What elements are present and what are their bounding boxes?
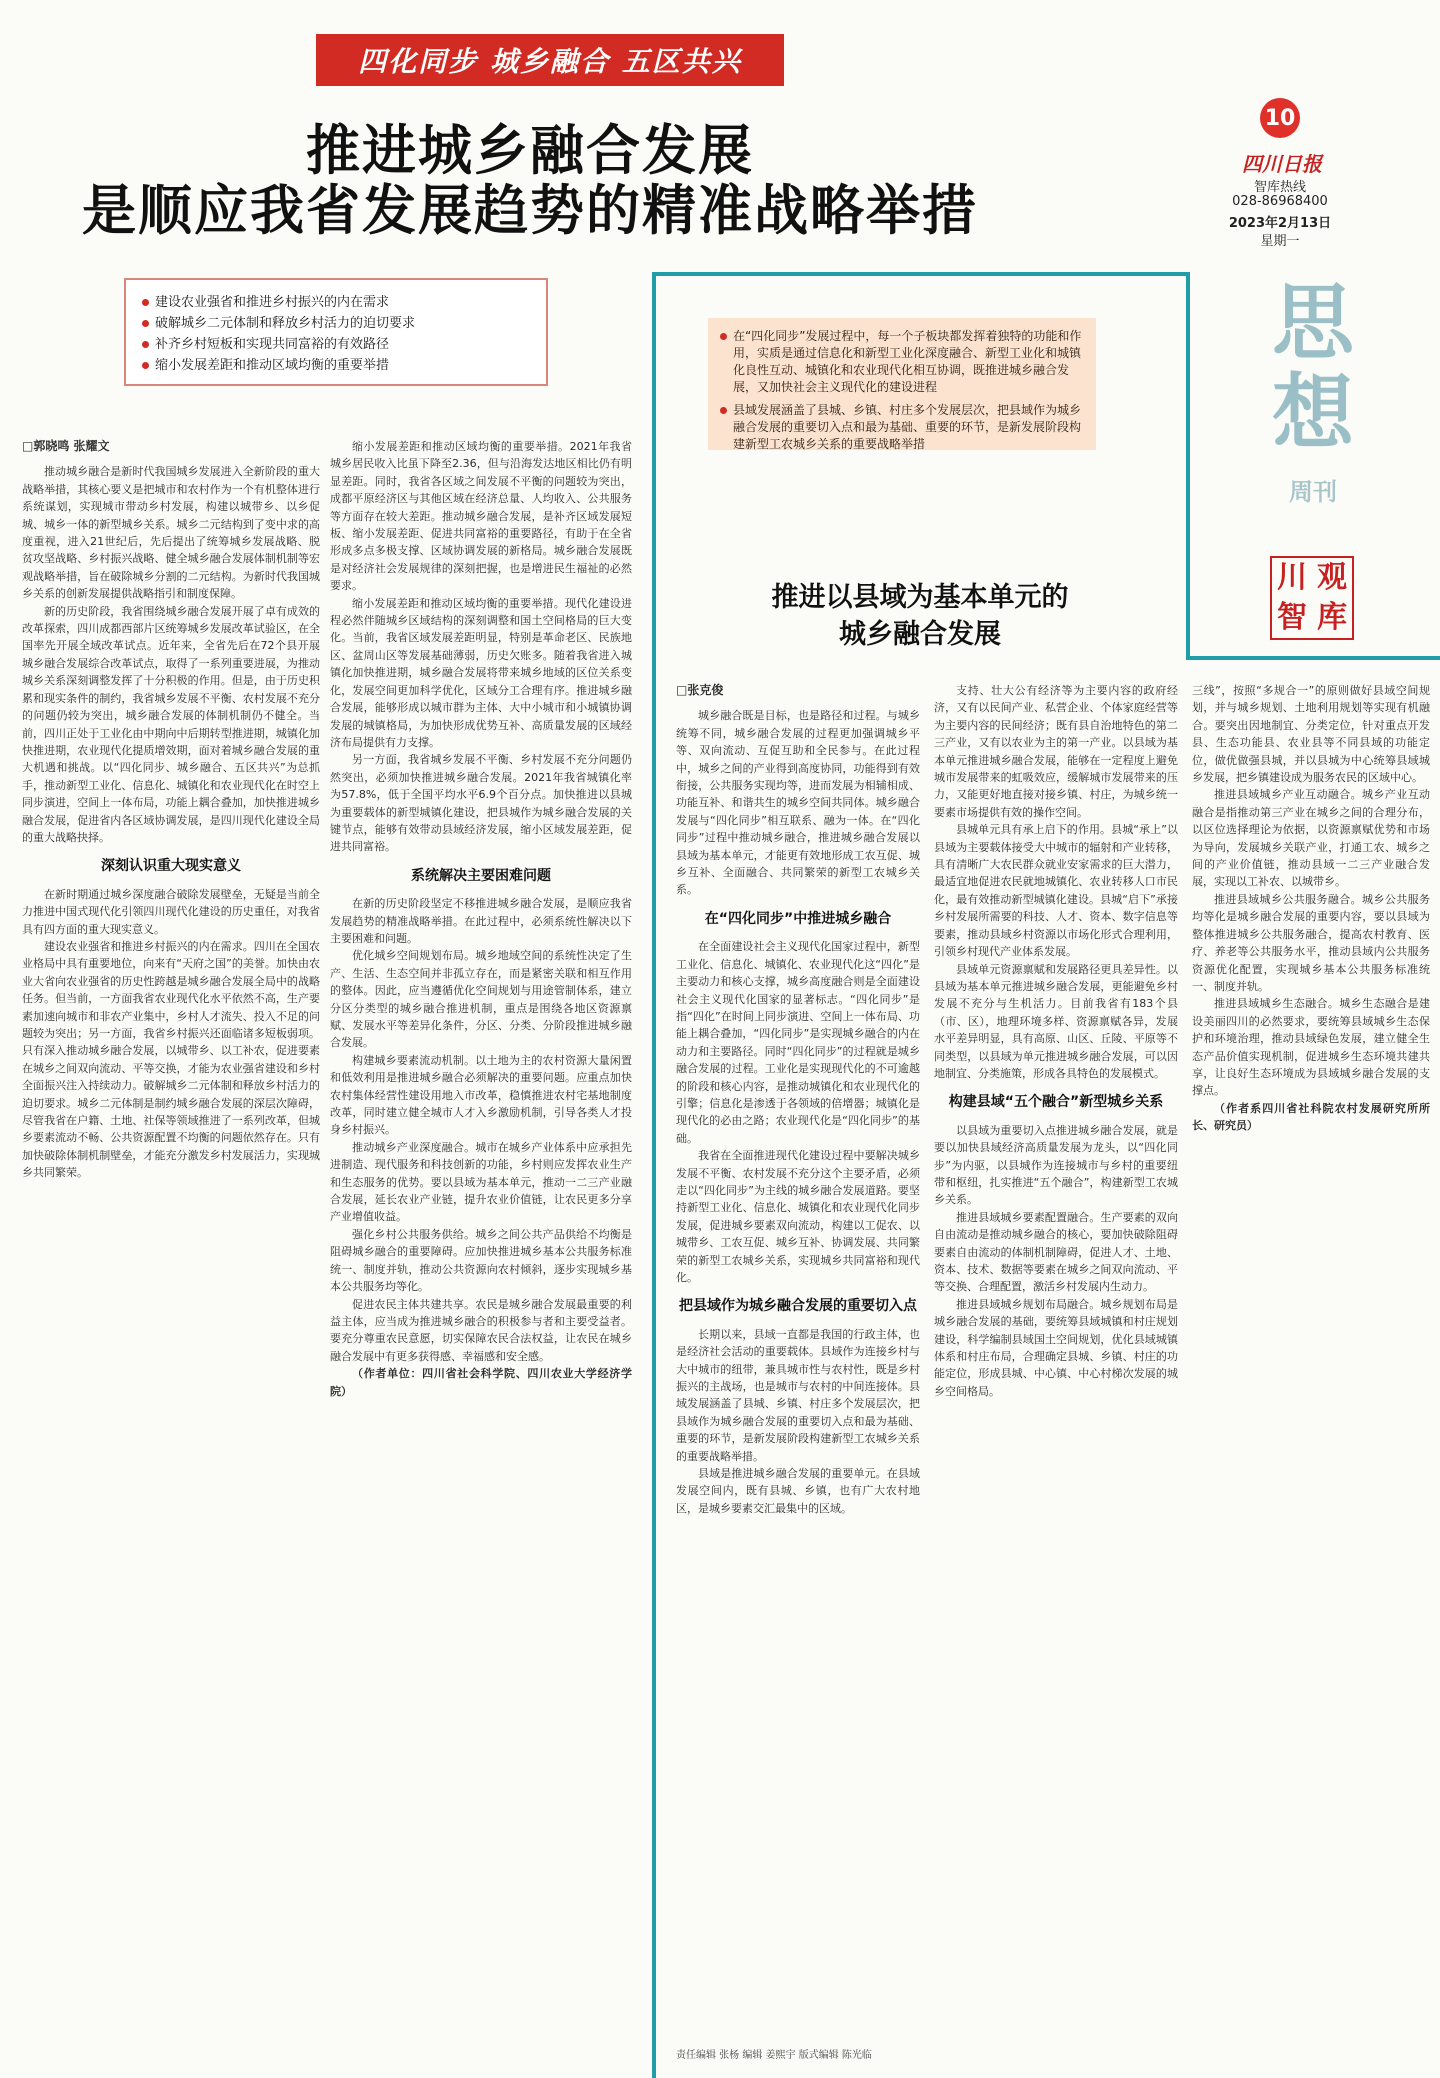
- summary-point: 补齐乡村短板和实现共同富裕的有效路径: [142, 334, 530, 355]
- paragraph: 支持、壮大公有经济等为主要内容的政府经济，又有以民间产业、私营企业、个体家庭经营等为主要内容的民间经济；既有县自治地特色的第二三产业，又有以农业为主的第一产业。以县域为基本单元推进城乡融合发展，能够在一定程度上避免城市发展带来的虹吸效应，缓解城市发展带来的压力，又能更好地直接对接乡镇、村庄，为城乡统一要素市场提供有效的操作空间。: [934, 684, 1178, 819]
- paragraph: 促进农民主体共建共享。农民是城乡融合发展最重要的利益主体，应当成为推进城乡融合的积极参与者和主要受益者。要充分尊重农民意愿，切实保障农民合法权益，让农民在城乡融合发展中有更多获得感、幸福感和安全感。: [330, 1297, 632, 1363]
- frame-border: [1186, 272, 1190, 660]
- right-subheading-2: 把县域作为城乡融合发展的重要切入点: [679, 1298, 917, 1315]
- paragraph: 以县域为重要切入点推进城乡融合发展，就是要以加快县域经济高质量发展为龙头，以“四化同步”为内驱，以县城作为连接城市与乡村的重要纽带和枢纽，扎实推进“五个融合”，构建新型工农城乡关系。: [934, 1123, 1178, 1207]
- headline-line-1: 推进城乡融合发展: [306, 118, 754, 182]
- bullet-icon: [720, 407, 727, 414]
- paragraph: 另一方面，我省城乡发展不平衡、乡村发展不充分问题仍然突出，必须加快推进城乡融合发展。2021年我省城镇化率为57.8%，低于全国平均水平6.9个百分点。加快推进以县城为重要载体的新型城镇化建设，把县城作为城乡融合发展的关键节点，能够有效带动县域经济发展，缩小区域发展差距，促进共同富裕。: [330, 753, 632, 854]
- paragraph: 缩小发展差距和推动区域均衡的重要举措。2021年我省城乡居民收入比虽下降至2.36，但与沿海发达地区相比仍有明显差距。同时，我省各区域之间发展不平衡的问题较为突出，成都平原经济区与其他区域在经济总量、人均收入、公共服务等方面存在较大差距。推动城乡融合发展，是补齐区域发展短板、缩小发展差距、促进共同富裕的重要路径，有助于在全省形成多点多极支撑、区域协调发展的新格局。城乡融合发展既是对经济社会发展规律的深刻把握，也是增进民生福祉的必然要求。: [330, 440, 632, 593]
- paragraph: 推进县域城乡规划布局融合。城乡规划布局是城乡融合发展的基础，要统筹县域城镇和村庄规划建设，科学编制县域国土空间规划，优化县域城镇体系和村庄布局，合理确定县城、乡镇、村庄的功能定位，形成县城、中心镇、中心村梯次发展的城乡空间格局。: [934, 1297, 1178, 1398]
- paragraph: 推动城乡产业深度融合。城市在城乡产业体系中应承担先进制造、现代服务和科技创新的功能，乡村则应发挥农业生产和生态服务的优势。要以县域为基本单元，推动一二三产业融合发展，延长农业产业链，提升农业价值链，让农民更多分享产业增值收益。: [330, 1140, 632, 1224]
- paragraph: 构建城乡要素流动机制。以土地为主的农村资源大量闲置和低效利用是推进城乡融合必须解决的重要问题。应重点加快农村集体经营性建设用地入市改革，稳慎推进农村宅基地制度改革，同时建立健全城市人才入乡激励机制，引导各类人才投身乡村振兴。: [330, 1053, 632, 1137]
- summary-box: [124, 278, 548, 386]
- paragraph: 新的历史阶段，我省围绕城乡融合发展开展了卓有成效的改革探索，四川成都西部片区统筹城乡发展改革试验区，在全国率先开展全域改革试点。近年来，全省先后在72个县开展城乡融合发展综合改革试点，取得了一系列重要进展，为推动城乡关系深刻调整发挥了十分积极的作用。但是，由于历史积累和现实条件的制约，我省城乡发展不平衡、农村发展不充分的问题仍较为突出，城乡融合发展的体制机制仍不健全。当前，四川正处于工业化由中期向中后期转型推进期，城镇化加快推进期，农业现代化提质增效期，面对着城乡融合发展的重大机遇和挑战。以“四化同步、城乡融合、五区共兴”为总抓手，推动新型工业化、信息化、城镇化和农业现代化在时空上同步演进，空间上一体布局，功能上耦合叠加，加快推进城乡融合发展，促进省内各区域协调发展，是四川现代化建设全局的重大战略抉择。: [22, 604, 320, 844]
- paragraph: 在新时期通过城乡深度融合破除发展壁垒，无疑是当前全力推进中国式现代化引领四川现代化建设的历史重任，对我省具有四方面的重大现实意义。: [22, 887, 320, 936]
- right-article-title-line-2: 城乡融合发展: [839, 619, 1001, 650]
- summary-point: 建设农业强省和推进乡村振兴的内在需求: [142, 292, 530, 313]
- right-article-byline: □张克俊: [676, 683, 724, 697]
- section-subtitle: 周刊: [1289, 478, 1337, 506]
- left-article-column-1: [22, 438, 320, 2068]
- headline-line-2: 是顺应我省发展趋势的精准战略举措: [82, 178, 978, 242]
- paragraph: 我省在全面推进现代化建设过程中要解决城乡发展不平衡、农村发展不充分这个主要矛盾，必须走以“四化同步”为主线的城乡融合发展道路。要坚持新型工业化、信息化、城镇化和农业现代化同步发展，促进城乡要素双向流动，构建以工促农、以城带乡、工农互促、城乡互补、协调发展、共同繁荣的新型工农城乡关系，实现城乡共同富裕和现代化。: [676, 1149, 920, 1284]
- paragraph: 推进县域城乡公共服务融合。城乡公共服务均等化是城乡融合发展的重要内容，要以县域为整体推进城乡公共服务融合，提高农村教育、医疗、养老等公共服务水平，推动县域内公共服务资源优化配置，实现城乡基本公共服务标准统一、制度并轨。: [1192, 892, 1430, 993]
- bullet-icon: [142, 341, 149, 348]
- paragraph: 推进县域城乡产业互动融合。城乡产业互动融合是指推动第三产业在城乡之间的合理分布，以区位选择理论为依据，以资源禀赋优势和市场为导向，发展城乡关联产业，打通工农、城乡之间的产业价值链，推动县域一二三产业融合发展，实现以工补农、以城带乡。: [1192, 788, 1430, 889]
- right-article-title-line-1: 推进以县域为基本单元的: [771, 582, 1069, 613]
- paragraph: 推动城乡融合是新时代我国城乡发展进入全新阶段的重大战略举措，其核心要义是把城市和农村作为一个有机整体进行系统谋划，实现城市带动乡村发展，构建以城带乡、以乡促城、城乡一体的新型城乡关系。城乡二元结构到了变中求的高度重视，进入21世纪后，先后提出了统筹城乡发展战略、脱贫攻坚战略、乡村振兴战略、健全城乡融合发展体制机制等宏观战略举措，旨在破除城乡分割的二元结构。为新时代我国城乡关系的创新发展提供战略指引和制度保障。: [22, 465, 320, 601]
- paragraph: 城乡融合既是目标，也是路径和过程。与城乡统筹不同，城乡融合发展的过程更加强调城乡平等、双向流动、互促互助和全民参与。在此过程中，城乡之间的产业得到高度协同，功能得到有效衔接，公共服务实现均等，进而发展为相辅相成、功能互补、和谐共生的城乡空间共同体。城乡融合发展与“四化同步”相互联系、融为一体。在“四化同步”过程中推动城乡融合，推进城乡融合发展以县域为基本单元，才能更有效地形成工农互促、城乡互补、全面融合、共同繁荣的新型工农城乡关系。: [676, 709, 920, 897]
- editor-credits: 责任编辑 张杨 编辑 姜熙宇 版式编辑 陈光临: [676, 2050, 872, 2061]
- think-tank-seal-icon: [1270, 556, 1354, 640]
- hotline-number: 028-86968400: [1232, 194, 1328, 209]
- seal-char: 智: [1277, 600, 1307, 635]
- right-article-credit: （作者系四川省社科院农村发展研究所所长、研究员）: [1192, 1101, 1430, 1133]
- paragraph: 在新的历史阶段坚定不移推进城乡融合发展，是顺应我省发展趋势的精准战略举措。在此过程中，必须系统性解决以下主要困难和问题。: [330, 897, 632, 945]
- left-subheading-1: 深刻认识重大现实意义: [101, 858, 241, 875]
- summary-point: 破解城乡二元体制和释放乡村活力的迫切要求: [142, 313, 530, 334]
- paragraph: 优化城乡空间规划布局。城乡地域空间的系统性决定了生产、生活、生态空间并非孤立存在，而是紧密关联和相互作用的整体。因此，应当遵循优化空间规划与用途管制体系，建立分区分类型的城乡融合推进机制，重点是围绕各地区资源禀赋、发展水平等差异化条件，分区、分类、分阶段推进城乡融合发展。: [330, 949, 632, 1050]
- left-subheading-2: 系统解决主要困难问题: [411, 867, 551, 884]
- section-title: 思想: [1271, 275, 1354, 461]
- paragraph: 缩小发展差距和推动区域均衡的重要举措。现代化建设进程必然伴随城乡区域结构的深刻调整和国土空间格局的巨大变化。当前，我省区域发展差距明显，特别是革命老区、民族地区、盆周山区等发展基础薄弱，历史欠账多。随着我省进入城镇化加快推进期，城乡融合发展将带来城乡地域的区位关系变化，发展空间更加科学优化，区域分工合理有序。推进城乡融合发展，能够形成以城市群为主体、大中小城市和小城镇协调发展的城镇格局，为加快形成优势互补、高质量发展的区域经济布局提供有力支撑。: [330, 596, 632, 749]
- paragraph: 县城单元具有承上启下的作用。县城“承上”以县域为主要载体接受大中城市的辐射和产业转移，具有清晰广大农民群众就业安家需求的巨大潜力，最适宜地促进农民就地城镇化、农业转移人口市民化，最有效推动新型城镇化建设。县城“启下”承接乡村发展所需要的科技、人才、资本、数字信息等要素，推动县域乡村资源以市场化形式合理利用，引领乡村现代产业体系发展。: [934, 823, 1178, 959]
- page-number-badge: 10: [1260, 98, 1300, 138]
- right-article-column-2: [934, 682, 1178, 2036]
- bullet-icon: [720, 333, 727, 340]
- right-subheading-1: 在“四化同步”中推进城乡融合: [704, 910, 892, 927]
- paragraph: 三线”，按照“多规合一”的原则做好县域空间规划，并与城乡规划、土地利用规划等实现有机融合。要突出因地制宜、分类定位，针对重点开发县、生态功能县、农业县等不同县域的功能定位，做优做强县城，并以县城为中心统筹县域城乡发展，把乡镇建设成为服务农民的区域中心。: [1192, 684, 1430, 785]
- guide-point: 在“四化同步”发展过程中，每一个子板块都发挥着独特的功能和作用，实质是通过信息化和新型工业化深度融合、新型工业化和城镇化良性互动、城镇化和农业现代化相互协调，既推进城乡融合发展，又加快社会主义现代化的建设进程: [720, 328, 1084, 396]
- seal-char: 川: [1277, 560, 1307, 595]
- issue-date: 2023年2月13日: [1228, 216, 1332, 231]
- frame-border: [652, 272, 656, 2078]
- guide-box: [708, 318, 1096, 450]
- guide-point: 县域发展涵盖了县城、乡镇、村庄多个发展层次，把县域作为城乡融合发展的重要切入点和最为基础、重要的环节，是新发展阶段构建新型工农城乡关系的重要战略举措: [720, 402, 1084, 453]
- right-article-column-3: [1192, 682, 1430, 2036]
- paragraph: 推进县域城乡要素配置融合。生产要素的双向自由流动是推动城乡融合的核心，要加快破除阻碍要素自由流动的体制机制障碍，促进人才、土地、资本、技术、数据等要素在城乡之间双向流动、平等交换、合理配置，激活乡村发展内生动力。: [934, 1210, 1178, 1294]
- paragraph: 推进县域城乡生态融合。城乡生态融合是建设美丽四川的必然要求，要统筹县域城乡生态保护和环境治理，推动县域绿色发展，建立健全生态产品价值实现机制，促进城乡生态环境共建共享，让良好生态环境成为县域城乡融合发展的支撑点。: [1192, 997, 1430, 1098]
- paragraph: 县域是推进城乡融合发展的重要单元。在县域发展空间内，既有县城、乡镇，也有广大农村地区，是城乡要素交汇最集中的区域。: [676, 1467, 920, 1515]
- seal-char: 库: [1317, 600, 1347, 635]
- left-article-column-2: [330, 438, 632, 2068]
- newspaper-logo: 四川日报: [1242, 152, 1322, 176]
- hotline-label: 智库热线: [1253, 180, 1306, 195]
- paragraph: 建设农业强省和推进乡村振兴的内在需求。四川在全国农业格局中具有重要地位，向来有“天府之国”的美誉。加快由农业大省向农业强省的历史性跨越是城乡融合发展全局中的战略任务。但当前，一方面我省农业现代化水平依然不高，生产要素加速向城市和非农产业集中，乡村人才流失、投入不足的问题较为突出；另一方面，我省乡村振兴还面临诸多短板弱项。只有深入推动城乡融合发展，以城带乡、以工补农，促进要素在城乡之间双向流动、平等交换，才能为农业强省建设和乡村全面振兴注入持续动力。破解城乡二元体制和释放乡村活力的迫切要求。城乡二元体制是制约城乡融合发展的深层次障碍，尽管我省在户籍、土地、社保等领域推进了一系列改革，但城乡要素流动不畅、公共资源配置不均衡的问题依然存在。只有加快破除体制机制壁垒，才能充分激发乡村发展活力，实现城乡共同繁荣。: [22, 939, 320, 1180]
- frame-border: [1186, 656, 1440, 660]
- paragraph: 强化乡村公共服务供给。城乡之间公共产品供给不均衡是阻碍城乡融合的重要障碍。应加快推进城乡基本公共服务标准统一、制度并轨，推动公共资源向农村倾斜，逐步实现城乡基本公共服务均等化。: [330, 1227, 632, 1294]
- bullet-icon: [142, 299, 149, 306]
- right-article-column-1: [676, 682, 920, 2036]
- right-subheading-3: 构建县域“五个融合”新型城乡关系: [948, 1094, 1164, 1111]
- left-article-byline: □郭晓鸣 张耀文: [22, 439, 110, 453]
- paragraph: 长期以来，县域一直都是我国的行政主体，也是经济社会活动的重要载体。县域作为连接乡村与大中城市的纽带，兼具城市性与农村性，既是乡村振兴的主战场，也是城市与农村的中间连接体。县域发展涵盖了县城、乡镇、村庄多个发展层次，把县域作为城乡融合发展的重要切入点和最为基础、重要的环节，是新发展阶段构建新型工农城乡关系的重要战略举措。: [676, 1327, 920, 1463]
- bullet-icon: [142, 362, 149, 369]
- paragraph: 县域单元资源禀赋和发展路径更具差异性。以县域为基本单元推进城乡融合发展，更能避免乡村发展不充分与生机活力。目前我省有183个县（市、区），地理环境多样、资源禀赋各异，发展水平差异明显，具有高原、山区、丘陵、平原等不同类型，以县域为单元推进城乡融合发展，可以因地制宜、分类施策，形成各具特色的发展模式。: [934, 962, 1178, 1080]
- seal-char: 观: [1317, 560, 1347, 595]
- issue-weekday: 星期一: [1260, 234, 1300, 249]
- section-banner: 四化同步 城乡融合 五区共兴: [316, 34, 784, 86]
- paragraph: 在全面建设社会主义现代化国家过程中，新型工业化、信息化、城镇化、农业现代化这“四化”是主要动力和核心支撑，城乡高度融合则是全面建设社会主义现代化国家的显著标志。“四化同步”是指“四化”在时间上同步演进、空间上一体布局、功能上耦合叠加，“四化同步”是实现城乡融合的内在动力和主要路径。同时“四化同步”的过程就是城乡融合发展的过程。工业化是实现现代化的不可逾越的阶段和核心内容，是推动城镇化和农业现代化的引擎；信息化是渗透于各领域的倍增器；城镇化是现代化的必由之路；农业现代化是“四化同步”的基础。: [676, 940, 920, 1145]
- frame-border: [652, 272, 1186, 276]
- left-article-credit: （作者单位：四川省社会科学院、四川农业大学经济学院）: [330, 1367, 632, 1398]
- summary-point: 缩小发展差距和推动区域均衡的重要举措: [142, 355, 530, 376]
- bullet-icon: [142, 320, 149, 327]
